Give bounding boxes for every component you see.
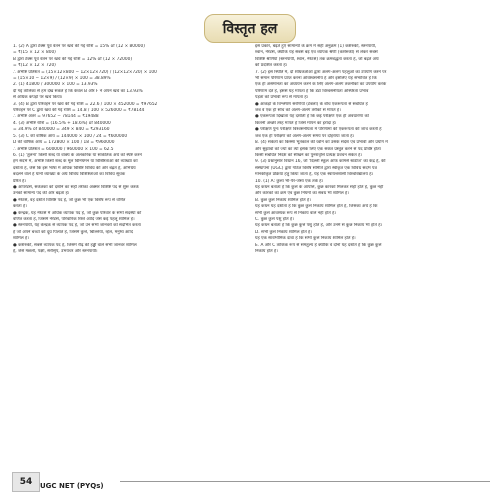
right-column [255,44,487,255]
text-line: ● स्तनपायी, यह केन्द्रक से व्यापक पद है, जो उन सभी जानवरों को संदर्भित करता [13,223,141,229]
text-line: निकाय होते हैं। [255,249,278,254]
text-line: ∴ अभीष्ट अंतर = 97652 − 78144 = ₹19488 [13,114,99,120]
text-line: जब एक ही परीक्षण को अलग-अलग समय पर दोहराया जाता है। [255,133,355,139]
text-line: श्वान, नैरेटर्स, क्योंकि यह सबसे बड़े एवं व्यापक श्रेणी (कशेरुकी) से लेकर सबसे [255,50,378,56]
text-line: ∴ अभीष्ट प्रतिशत = 600000 / 960000 × 100 = 62.5 [13,146,114,152]
text-line: 1. (2) A द्वारा टैक्स पूर्व वेतन पर खर्च की गई राशि = 15% of (12 × 80000) [13,44,145,49]
text-line: 3. (4) B द्वारा परिवहन पर खर्च की गई राशि = 22.6 / 100 × 452000 = ₹97652 [13,101,158,107]
text-line: 8. (4) संकेतों का किस्सा भूतकाल की ध्वनि को उसके संदेश एवं प्रभावी और प्रयोग में [255,140,388,146]
text-line: यह कथन बताता है कि कुछ कुत्ते पशु होते हैं, और उनमें से कुछ निकाय भी होते हैं। [255,223,383,229]
text-line: पड़ता को प्रभावी रूप से मापता है। [255,95,309,101]
text-line: दर्शाता है, जैसे कि इस भाषा में अधिक विशिष्ट विविध की ओर बढ़ते हैं, अभिधेय [13,165,136,171]
text-line: 5. (3) C की वार्षिक आय = 144000 × 100 / 24 = ₹600000 [13,133,128,139]
page-number: 54 [12,472,40,492]
text-line: = 34.9% of 840000 = 349 × 840 = ₹293160 [13,127,110,133]
text-line: संस्थापना (UGC) द्वारा गठित विशेष समिति द्वारा स्वीकृत एक विविध संदर्भ पत्र [255,165,377,171]
footer-rule [120,481,490,482]
text-line: हैं, जैसे मछली, पक्षी, सरीसृप, उभयचर और स्तनपायी। [13,249,98,254]
text-line: शामिल हैं। [13,236,29,242]
title-banner [0,14,500,43]
text-line: ● एकरूपता दिखाता यह दर्शाती है कि कई परीक्षण एक ही अवधारणा को [255,114,369,120]
page-footer [0,470,500,494]
text-line: विशिष्ट श्रेणियों (स्तनपायी, श्वान, नैरेटर्स) तक क्रमबद्धता करता है, जो बढ़ते अर्थ [255,56,379,62]
text-line: को प्रदर्शित करता है। [255,63,288,69]
text-line: हम संदर्भ में, अभीष्ट किसी शब्द के मूल विनियमन या विशिष्टताओं की व्याख्या को [13,159,138,165]
text-line: ∴ अभीष्ट प्रतिशत = (15×12×800 − 12×12×720) / (12×12×720) × 100 [13,69,157,75]
text-line: E. A और C तार्किक रूप से समतुल्य हैं क्योंकि वे दोनों यह दर्शाते हैं कि कुछ कुत्ते [255,242,382,248]
text-line: वर्णित करता है, जिसमें नैरेटर्स, परिवारिक रिश्ते आदि जैसे कई पहलू शामिल हैं। [13,216,135,222]
text-line: भी समान परिणाम प्राप्त करना अविश्वसनीय है और इसलिए यह संभावित है कि [255,76,377,82]
text-line: बदलने वाले हैं यानी व्याख्या के अर्थ विविध विशिष्टताओं का विविध सूचक [13,172,126,178]
text-line: करता है। [13,204,27,210]
text-line: B. कुछ कुत्ते निकाय शामिल होते हैं। [255,197,311,203]
text-line: एक ही असमानता का अध्ययन करने के लिए अलग-अलग तकनीकों का उपयोग करके [255,82,387,88]
text-line: ● ऑपरेटर्स, संकेतकों को दर्शाने का सही तरीका अक्सर विशिष्ट पद से शुरू करके [13,184,139,190]
text-line: D की वार्षिक आय = 172800 × 100 / 18 = ₹960000 [13,140,115,146]
text-line: और कारकों का क्रम एवं कुछ नियमों का संबंध भी शामिल है। [255,191,349,197]
text-line: दी गई तालिका से हम देख सकते हैं कि केवल B और F ने अपने खर्च का 13.93% [13,88,143,94]
text-line: 7. (2) इस स्थिति में, दो शोधकर्ताओं द्वारा अलग-अलग पहलुओं का उपयोग करने पर [255,69,387,75]
text-line: यह एक सार्वभौमिक दावा है कि सभी कुत्ते निकाय शामिल होते हैं। [255,236,356,242]
text-line: जब वे एक ही सोच को अलग-अलग तरीकों से मापते हैं। [255,108,341,114]
text-line: ● नैरेटर्स, वह दर्शाते विशिष्ट पद हैं, जो कुछ भी एक विशेष रूप से वर्णित [13,197,126,203]
text-line: मानकीकृत प्रक्रिया हेतु किया जाता है, यह एक स्वायत्तशासी विश्वविद्यालय है। [255,172,374,178]
text-line: = (15×10 − 12×9) / (12×9) × 100 = 38.89% [13,76,111,82]
text-line: सभी कुत्ते आवश्यक रूप से निकाय वाले नहीं होते हैं। [255,210,337,216]
text-line: यह कथन बताता है कि कुत्ते के आपत्ति, कुछ कारकों मिलकर सही होते हैं, कुछ नहीं [255,184,384,190]
text-line: ● आंकड़ों के विश्लेषण सरणियों (टेबलों) के बीच एकरूपता से संबंधित है [255,101,368,107]
text-line: = ₹(15 × 12 × 800) [13,50,56,56]
text-line: प्रेरित है। [13,178,27,184]
text-line: D. सभी कुत्ते निकाय शामिल होते हैं। [255,229,312,235]
text-line: उनको सामान्य पद की ओर बढ़ता है। [13,191,70,197]
text-line: = ₹(12 × 12 × 720) [13,63,56,69]
page-title: विस्तृत हल [204,14,297,43]
text-line: किसी संबंधित निर्देश को सीखने का पुनरावृत्ति प्रत्यक्ष प्रवचन संकेत है। [255,152,363,158]
text-line: है जो अपने बच्चों को दूध पिलाते हैं, जिसमें कुत्ते, बिल्लियाँ, व्हेल, मनुष्य आदि [13,229,133,235]
text-line: ● परीक्षण पुनः परीक्षण विश्वसनीयता में परिणामों की एकरूपता की जाँच करती है [255,127,382,133]
text-line: ● कशेरुकी, सबसे व्यापक पद है, जिसमें रीढ़ की हड्डी वाले सभी जानवर शामिल [13,242,137,248]
text-line: परिवहन पर C द्वारा खर्च की गई राशि = 14.8 / 100 × 526000 = ₹78144 [13,108,145,114]
text-line: कितनी अच्छी तरह मापते हैं जिसे मापने का इरादा है। [255,120,337,126]
book-label: UGC NET (PYQs) [40,482,104,490]
text-line: यह कथन यह दर्शाता है कि कुछ कुत्ते निकाय शामिल होते हैं, जिसका अर्थ है कि [255,204,378,210]
text-line: से अधिक कपड़ों पर खर्च किया। [13,95,63,101]
text-line: इस प्रकार, बढ़ते हुए सामान्यों के क्रम में सही अनुक्रम (1) कशेरुकी, स्तनपायी, [255,44,377,49]
text-line: 6. (1) 'तुलना' किसी शब्द या वाक्य के अलंकरिक या सांकेतिक अर्थ को स्पष्ट करने [13,152,142,158]
text-line: C. कुछ कुत्ते पशु होते हैं। [255,216,294,222]
text-line: परिणाम देते हैं, इससे यह मापता है कि डेटा विश्वसनीयता अस्थिरता प्रभाव [255,88,369,94]
text-line: 10. (1) A: कुत्ता भी-पैर-जैसा एक तर्क है। [255,178,324,184]
text-line: B द्वारा टैक्स पूर्व वेतन पर खर्च की गई राशि = 12% of (12 × 72000) [13,56,132,62]
left-column [13,44,243,255]
text-line: 9. (3) प्रश्नानुसार विधान 16, जो 'दिल्ली स्कूल ऑफ कॉमर्स स्टडीज' का केंद्र है, की [255,159,386,165]
text-line: 2. (1) 41800 / 300000 × 100 = 13.93% [13,82,98,88]
text-line: ● केन्द्रक, यह नैरेटर्स में अधिक व्यापक पद हैं, जो कुछ परिवार के सभी सदस्यों को [13,210,142,216]
text-line: 4. (3) अभीष्ट राशि = (16.5% + 18.6%) of 840000 [13,120,111,126]
text-line: और सुझावों को ज्यों का त्यों इसके लिए एक संकेत प्रस्तुत करने से पद प्रविष्ट होता [255,146,381,152]
